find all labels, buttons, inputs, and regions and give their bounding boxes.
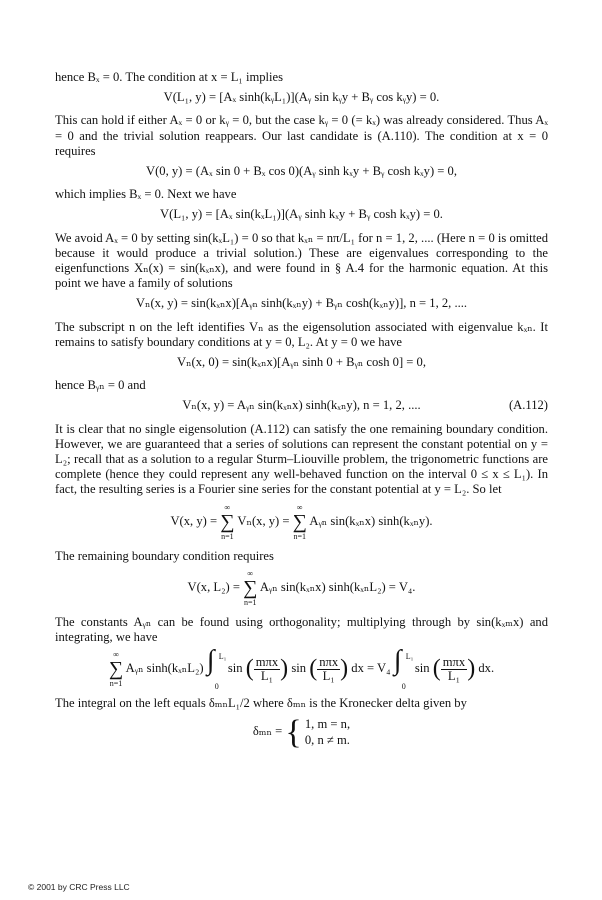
- integral-symbol: ∫ L₁ 0: [207, 652, 225, 686]
- paragraph-1: hence Bₓ = 0. The condition at x = L₁ implies: [55, 70, 284, 84]
- integral-upper-limit: L₁: [405, 652, 414, 662]
- page-body: [55, 70, 548, 756]
- paragraph-4: We avoid Aₓ = 0 by setting sin(kₓL₁) = 0 so that kₓₙ = nπ/L₁ for n = 1, 2, .... (Here n = 0 is omitted because it would produce a trivial solution.) These are eigenvalues corresponding to the eigenfunctions Xₙ(x) = sin(kₓₙx), and were found in § A.4 for the harmonic equation. At this point we have a family of solutions: [55, 230, 548, 291]
- equation-2: V(0, y) = (Aₓ sin 0 + Bₓ cos 0)(Aᵧ sinh kₓy + Bᵧ cosh kₓy) = 0,: [145, 164, 457, 179]
- paragraph-8: The remaining boundary condition requires: [55, 548, 274, 563]
- summation-symbol: ∞ ∑ n=1: [108, 650, 124, 689]
- sum-upper-limit: ∞: [113, 650, 119, 660]
- fraction-numerator: mπx: [442, 654, 466, 669]
- fraction-numerator: nπx: [319, 654, 339, 669]
- paragraph-2: This can hold if either Aₓ = 0 or kᵧ = 0, but the case kᵧ = 0 (= kₓ) was already considered. Thus Aₓ = 0 and the trivial solution reappears. Our last candidate is (A.110). The condition at x = 0 requires: [55, 113, 548, 158]
- sum-upper-limit: ∞: [224, 502, 231, 512]
- fraction-numerator: mπx: [255, 654, 279, 669]
- sum-lower-limit: n=1: [293, 531, 307, 541]
- equation-orthogonality: ∞ ∑ n=1 Aᵧₙ sinh(kₓₙL₂) ∫ L₁ 0 sin ( $\frac{\text{mπx}}{\text{L₁}}$ ) sin ( $\frac{\text{nπx}}{\text{L₁}}$ ) dx = V₄ ∫ L₁ 0 sin ( $\frac{\text{mπx}}{\text{L₁}}$ ) dx.: [55, 650, 548, 688]
- fraction: [317, 656, 340, 683]
- equation-4: Vₙ(x, y) = sin(kₓₙx)[Aᵧₙ sinh(kₓₙy) + Bᵧₙ cosh(kₓₙy)], n = 1, 2, ....: [135, 296, 468, 311]
- integral-symbol: ∫ L₁ 0: [394, 652, 412, 686]
- case-row-2: 0, n ≠ m.: [304, 733, 350, 748]
- sum-lower-limit: n=1: [243, 597, 257, 607]
- sum-upper-limit: ∞: [247, 568, 254, 578]
- fraction-denominator: L₁: [260, 668, 273, 683]
- paragraph-3: which implies Bₓ = 0. Next we have: [55, 187, 237, 202]
- fraction-denominator: L₁: [447, 668, 460, 683]
- fraction: [254, 656, 280, 683]
- paragraph-9: The constants Aᵧₙ can be found using orthogonality; multiplying through by sin(kₓₘx) and integrating, we have: [55, 614, 548, 645]
- fraction-denominator: L₁: [322, 668, 335, 683]
- summation-symbol: ∞ ∑ n=1: [243, 568, 258, 607]
- dx-equals: dx = V₄: [351, 661, 391, 676]
- sum-lower-limit: n=1: [109, 679, 123, 689]
- equation-5: Vₙ(x, 0) = sin(kₓₙx)[Aᵧₙ sinh 0 + Bᵧₙ cosh 0] = 0,: [177, 355, 426, 370]
- integral-lower-limit: 0: [214, 682, 219, 692]
- sum-upper-limit: ∞: [296, 502, 303, 512]
- paragraph-6: hence Bᵧₙ = 0 and: [55, 378, 146, 393]
- equation-kronecker: [55, 713, 548, 751]
- copyright-footer: © 2001 by CRC Press LLC: [28, 882, 130, 892]
- series-rhs: Aᵧₙ sin(kₓₙx) sinh(kₓₙy).: [309, 513, 433, 528]
- equation-series: [55, 503, 548, 541]
- series-lhs: V(x, y) =: [170, 513, 218, 528]
- sin-function: sin: [414, 661, 430, 676]
- paragraph-5: The subscript n on the left identifies Vₙ as the eigensolution associated with eigenvalue kₓₙ. It remains to satisfy boundary conditions at y = 0, L₂. At y = 0 we have: [55, 319, 548, 349]
- fraction: [441, 656, 467, 683]
- sum-lower-limit: n=1: [221, 531, 234, 541]
- kronecker-lhs: δₘₙ =: [252, 724, 283, 739]
- cases-block: { 1, m = n, 0, n ≠ m.: [285, 713, 351, 751]
- paragraph-10: The integral on the left equals δₘₙL₁/2 where δₘₙ is the Kronecker delta given by: [55, 696, 467, 711]
- integral-lower-limit: 0: [401, 682, 406, 692]
- boundary-lhs: V(x, L₂) =: [187, 579, 240, 594]
- case-row-1: 1, m = n,: [304, 717, 351, 732]
- equation-1: V(L₁, y) = [Aₓ sinh(kᵧL₁)](Aᵧ sin kᵧy + Bᵧ cos kᵧy) = 0.: [163, 90, 440, 105]
- sin-function: sin: [227, 661, 243, 676]
- orthogonality-coefficient: Aᵧₙ sinh(kₓₙL₂): [125, 661, 204, 676]
- equation-a112: [55, 398, 548, 413]
- paragraph-7: It is clear that no single eigensolution (A.112) can satisfy the one remaining boundary condition. However, we are guaranteed that a series of solutions can represent the constant potential on y = L₂; recall that as a solution to a regular Sturm–Liouville problem, the trigonometric functions are complete (hence they could represent any well-behaved function on the interval 0 ≤ x ≤ L₁). In fact, the resulting series is a Fourier sine series for the constant potential at y = L₂. So let: [55, 421, 548, 497]
- summation-symbol: ∞ ∑ n=1: [292, 502, 307, 541]
- boundary-rhs: Aᵧₙ sin(kₓₙx) sinh(kₓₙL₂) = V₄.: [259, 579, 416, 594]
- dx-end: dx.: [478, 661, 495, 676]
- summation-symbol: ∞ ∑ n=1: [220, 502, 235, 541]
- equation-number-a112: (A.112): [508, 398, 548, 413]
- equation-boundary: [55, 569, 548, 607]
- equation-a112-body: Vₙ(x, y) = Aᵧₙ sin(kₓₙx) sinh(kₓₙy), n = 1, 2, ....: [182, 398, 421, 413]
- integral-upper-limit: L₁: [218, 652, 227, 662]
- series-middle: Vₙ(x, y) =: [237, 513, 290, 528]
- sin-function: sin: [291, 661, 307, 676]
- equation-3: V(L₁, y) = [Aₓ sin(kₓL₁)](Aᵧ sinh kₓy + Bᵧ cosh kₓy) = 0.: [160, 207, 443, 222]
